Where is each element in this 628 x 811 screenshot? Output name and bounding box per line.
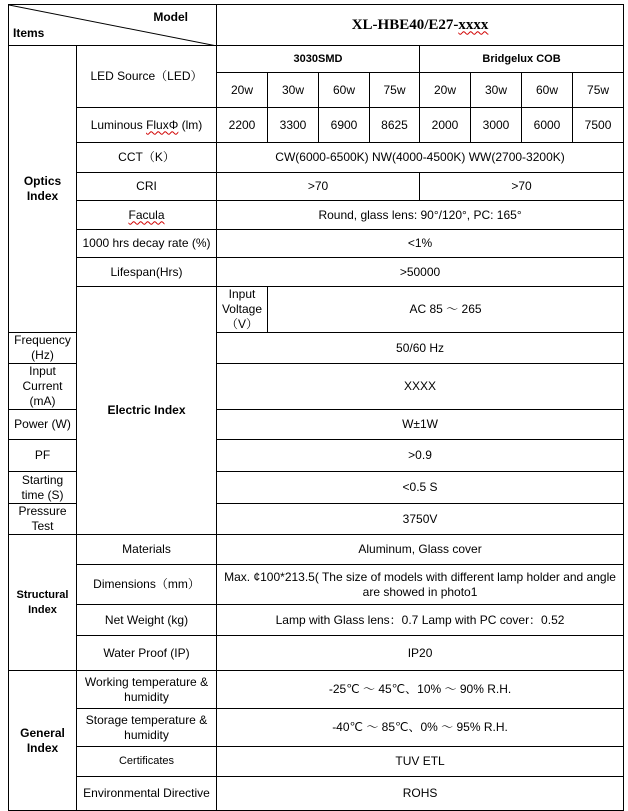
flux-cell: 2000 <box>420 108 471 143</box>
luminous-flux-label <box>77 108 217 143</box>
flux-label-part: Luminous <box>90 117 147 132</box>
facula-label: Facula <box>77 201 217 230</box>
water-proof-label: Water Proof (IP) <box>77 636 217 671</box>
pressure-test-label: Pressure Test <box>9 504 77 535</box>
working-temperature-label: Working temperature & humidity <box>77 671 217 709</box>
flux-cell: 3300 <box>268 108 319 143</box>
flux-label-part: FluxΦ <box>146 117 179 132</box>
water-proof-value: IP20 <box>217 636 624 671</box>
cri-value-3030smd: >70 <box>217 173 420 201</box>
frequency-value: 50/60 Hz <box>217 333 624 364</box>
model-title <box>217 5 624 46</box>
flux-cell: 6000 <box>522 108 573 143</box>
dimensions-label: Dimensions（mm） <box>77 565 217 605</box>
power-cell: 20w <box>217 73 268 108</box>
dimensions-value: Max. ¢100*213.5( The size of models with different lamp holder and angle are showed in photo1 <box>217 565 624 605</box>
spec-table <box>8 4 624 811</box>
environmental-directive-value: ROHS <box>217 777 624 811</box>
category-electric: Electric Index <box>77 287 217 535</box>
power-cell: 30w <box>471 73 522 108</box>
power-cell: 75w <box>370 73 420 108</box>
pf-label: PF <box>9 440 77 472</box>
flux-label-part: (lm) <box>178 117 203 132</box>
starting-time-value: <0.5 S <box>217 472 624 504</box>
power-cell: 30w <box>268 73 319 108</box>
net-weight-value: Lamp with Glass lens：0.7 Lamp with PC cover：0.52 <box>217 605 624 636</box>
cri-label: CRI <box>77 173 217 201</box>
power-cell: 60w <box>319 73 370 108</box>
flux-cell: 8625 <box>370 108 420 143</box>
storage-temperature-value: -40℃ ～ 85℃、0% ～ 95% R.H. <box>217 709 624 747</box>
model-title-prefix: XL-HBE40/E27- <box>351 16 459 33</box>
materials-label: Materials <box>77 535 217 565</box>
power-cell: 75w <box>573 73 624 108</box>
storage-temperature-label: Storage temperature & humidity <box>77 709 217 747</box>
cct-label: CCT（K） <box>77 143 217 173</box>
cri-value-cob: >70 <box>420 173 624 201</box>
working-temperature-value: -25℃ ～ 45℃、10% ～ 90% R.H. <box>217 671 624 709</box>
model-label: Model <box>153 10 188 24</box>
group-bridgelux-cob: Bridgelux COB <box>420 46 624 73</box>
header-corner-cell <box>9 5 217 46</box>
flux-cell: 3000 <box>471 108 522 143</box>
input-voltage-label: Input Voltage（V） <box>217 287 268 333</box>
cct-value: CW(6000-6500K) NW(4000-4500K) WW(2700-3200K) <box>217 143 624 173</box>
flux-cell: 7500 <box>573 108 624 143</box>
items-label: Items <box>13 26 45 40</box>
lifespan-label: Lifespan(Hrs) <box>77 258 217 287</box>
power-value: W±1W <box>217 410 624 440</box>
lifespan-value: >50000 <box>217 258 624 287</box>
power-cell: 20w <box>420 73 471 108</box>
flux-cell: 6900 <box>319 108 370 143</box>
facula-value: Round, glass lens: 90°/120°, PC: 165° <box>217 201 624 230</box>
input-voltage-value: AC 85 ～ 265 <box>268 287 624 333</box>
frequency-label: Frequency (Hz) <box>9 333 77 364</box>
power-cell: 60w <box>522 73 573 108</box>
certificates-label: Certificates <box>77 747 217 777</box>
net-weight-label: Net Weight (kg) <box>77 605 217 636</box>
led-source-label: LED Source（LED） <box>77 46 217 108</box>
pressure-test-value: 3750V <box>217 504 624 535</box>
certificates-value: TUV ETL <box>217 747 624 777</box>
power-label: Power (W) <box>9 410 77 440</box>
decay-rate-label: 1000 hrs decay rate (%) <box>77 230 217 258</box>
starting-time-label: Starting time (S) <box>9 472 77 504</box>
model-title-suffix: xxxx <box>458 16 489 33</box>
materials-value: Aluminum, Glass cover <box>217 535 624 565</box>
category-general: General Index <box>9 671 77 811</box>
flux-cell: 2200 <box>217 108 268 143</box>
environmental-directive-label: Environmental Directive <box>77 777 217 811</box>
input-current-label: Input Current (mA) <box>9 364 77 410</box>
input-current-value: XXXX <box>217 364 624 410</box>
decay-rate-value: <1% <box>217 230 624 258</box>
category-optics: Optics Index <box>9 46 77 333</box>
pf-value: >0.9 <box>217 440 624 472</box>
group-3030smd: 3030SMD <box>217 46 420 73</box>
category-structural: Structural Index <box>9 535 77 671</box>
